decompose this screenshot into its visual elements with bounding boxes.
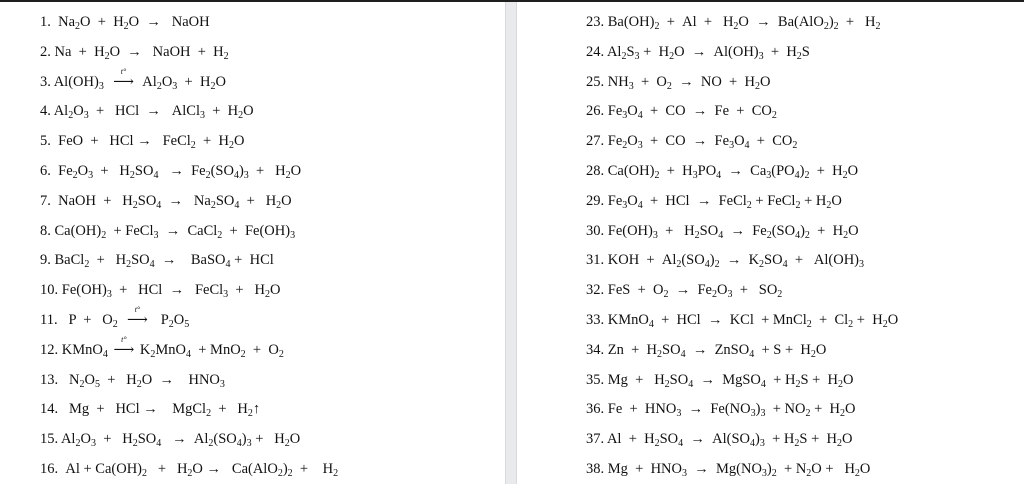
- equation-row: [40, 460, 338, 478]
- equation-row: [586, 102, 777, 120]
- equation-row: [40, 281, 280, 299]
- equation-number: 6.: [40, 163, 51, 179]
- equation-number: 28.: [586, 163, 605, 179]
- equation-row: [40, 132, 244, 150]
- equation-row: [40, 43, 229, 61]
- equation-number: 11.: [40, 312, 58, 328]
- equation-text: $Al + Ca(OH)_2 + H_2O \to Ca(AlO_2)_2$ + $H_2$: [58, 461, 339, 479]
- equation-number: 36.: [586, 401, 605, 418]
- equation-number: 10.: [40, 282, 59, 299]
- equation-number: 7.: [40, 192, 51, 209]
- equation-row: [586, 73, 770, 91]
- equation-row: [586, 281, 782, 299]
- equation-row: [586, 430, 852, 448]
- equation-text: BaCl$_2$ + $H_2SO_4$ → BaSO$_4$ + HCl: [50, 252, 274, 271]
- equation-number: 1.: [40, 14, 51, 30]
- equation-text: $Al_2O_3$ + HCl → AlCl$_3$ + $H_2O$: [50, 103, 254, 122]
- equation-row: [586, 460, 870, 478]
- equation-row: [40, 102, 254, 120]
- equation-text: NaOH + $H_2SO_4 \to Na_2SO_4 + H_2O$: [50, 192, 292, 211]
- equation-number: 32.: [586, 282, 605, 299]
- equation-text: $Na_2O + H_2O$ → NaOH: [50, 14, 210, 32]
- equation-row: [586, 222, 859, 240]
- equation-text: $Al + H_2SO_4 \to Al(SO_4)_3 + H_2S + H_2O$: [604, 431, 853, 450]
- equation-row: [586, 162, 858, 180]
- equation-row: [586, 371, 854, 389]
- equation-text: $Al_2O_3 + H_2SO_4 \to Al_2(SO_4)_3 + H_2O$: [58, 431, 301, 450]
- equation-number: 5.: [40, 133, 51, 150]
- equation-number: 33.: [586, 312, 605, 328]
- equation-number: 34.: [586, 341, 605, 358]
- equation-row: [40, 430, 300, 448]
- equation-text: $Fe_2O_3$ + CO → $Fe_3O_4 + CO_2$: [604, 133, 798, 152]
- page-gutter: [505, 2, 517, 484]
- equation-text: $Ca(OH)_2 + H_3PO_4 \to Ca_3(PO_4)_2 + H_2O$: [604, 163, 859, 181]
- equation-row: [40, 334, 284, 360]
- equation-number: 29.: [586, 192, 605, 209]
- equation-text: $Fe_2O_3 + H_2SO_4 \to Fe_2(SO_4)_3 + H_2O$: [50, 163, 302, 181]
- equation-text: FeS + $O_2 \to Fe_2O_3 + SO_2$: [604, 282, 783, 301]
- equation-number: 9.: [40, 252, 51, 269]
- equation-row: [40, 192, 292, 210]
- equation-text: Mg + HCl → MgCl$_2$ + $H_2↑$: [58, 401, 261, 420]
- equation-text: $NH_3 + O_2$ → NO + $H_2O$: [604, 73, 771, 92]
- equation-row: [40, 162, 301, 180]
- equation-number: 27.: [586, 133, 605, 150]
- equation-text: $Al(OH)_3$ t° ⟶ $Al_2O_3 + H_2O$: [50, 66, 226, 92]
- equation-number: 16.: [40, 461, 59, 477]
- equation-row: [40, 371, 225, 389]
- equation-text: $Fe(OH)_3$ + HCl → FeCl$_3$ + $H_2O$: [58, 282, 281, 301]
- equation-text: $Ba(OH)_2 + Al + H_2O \to Ba(AlO_2)_2 + H_2$: [604, 14, 881, 32]
- equation-text: $Mg + H_2SO_4$ → MgSO$_4$ + $H_2S + H_2O$: [604, 371, 854, 390]
- equation-row: [586, 43, 810, 61]
- equation-text: $Al_2S_3 + H_2O \to Al(OH)_3 + H_2S$: [604, 43, 810, 62]
- equation-text: $Mg + HNO_3 \to Mg(NO_3)_2 + N_2O + H_2O$: [604, 461, 871, 479]
- equation-number: 31.: [586, 252, 605, 269]
- equation-number: 38.: [586, 461, 605, 477]
- equation-text: $Fe_3O_4$ + CO → $Fe + CO_2$: [604, 103, 777, 122]
- equation-number: 12.: [40, 341, 59, 358]
- equation-text: $Fe(OH)_3 + H_2SO_4 \to Fe_2(SO_4)_2 + H_2O$: [604, 222, 859, 241]
- equation-number: 25.: [586, 73, 605, 90]
- equation-text: KOH + $Al_2(SO_4)_2 \to K_2SO_4 + Al(OH)_3$: [604, 252, 864, 271]
- equation-row: [586, 341, 826, 359]
- equation-number: 23.: [586, 14, 605, 30]
- equation-text: $Ca(OH)_2$ + FeCl$_3$ → CaCl$_2$ + $Fe(OH)_3$: [50, 222, 296, 241]
- equation-text: $Na + H_2O$ → NaOH + $H_2$: [50, 43, 229, 62]
- equation-number: 3.: [40, 73, 51, 90]
- equation-row: [40, 305, 190, 330]
- equation-number: 14.: [40, 401, 59, 418]
- equation-row: [40, 13, 210, 31]
- equation-number: 30.: [586, 222, 605, 239]
- equation-number: 15.: [40, 431, 59, 448]
- equation-row: [40, 66, 226, 92]
- equation-row: [586, 13, 880, 31]
- equation-text: KMnO$_4$ + HCl → KCl + MnCl$_2$ + $Cl_2 + H_2O$: [604, 312, 899, 330]
- equation-row: [40, 222, 295, 240]
- equation-row: [586, 192, 842, 210]
- equation-number: 37.: [586, 431, 605, 448]
- equation-number: 2.: [40, 43, 51, 60]
- equation-text: $Fe_3O_4$ + HCl → FeCl$_2$ + FeCl$_2$ + $H_2O$: [604, 192, 842, 211]
- equation-row: [586, 132, 797, 150]
- equation-row: [586, 251, 864, 269]
- equation-number: 24.: [586, 43, 605, 60]
- equation-text: FeO + HCl → FeCl$_2$ + $H_2O$: [50, 133, 245, 152]
- equation-text: KMnO$_4$ t° ⟶ $K_2MnO_4 + MnO_2 + O_2$: [58, 334, 284, 360]
- equation-number: 8.: [40, 222, 51, 239]
- equation-text: $Zn + H_2SO_4$ → ZnSO$_4$ + $S + H_2O$: [604, 341, 827, 360]
- equation-row: [40, 251, 274, 269]
- equation-number: 13.: [40, 371, 59, 388]
- equation-row: [586, 400, 855, 418]
- equation-text: $N_2O_5 + H_2O$ → $HNO_3$: [58, 371, 225, 390]
- equation-text: $Fe + HNO_3 \to Fe(NO_3)_3 + NO_2 + H_2O$: [604, 401, 856, 420]
- equation-row: [40, 400, 260, 418]
- equation-number: 35.: [586, 371, 605, 388]
- equation-text: $P + O_2$ t° ⟶ $P_2O_5$: [57, 305, 190, 330]
- equation-row: [586, 311, 898, 329]
- equation-number: 4.: [40, 103, 51, 120]
- equation-number: 26.: [586, 103, 605, 120]
